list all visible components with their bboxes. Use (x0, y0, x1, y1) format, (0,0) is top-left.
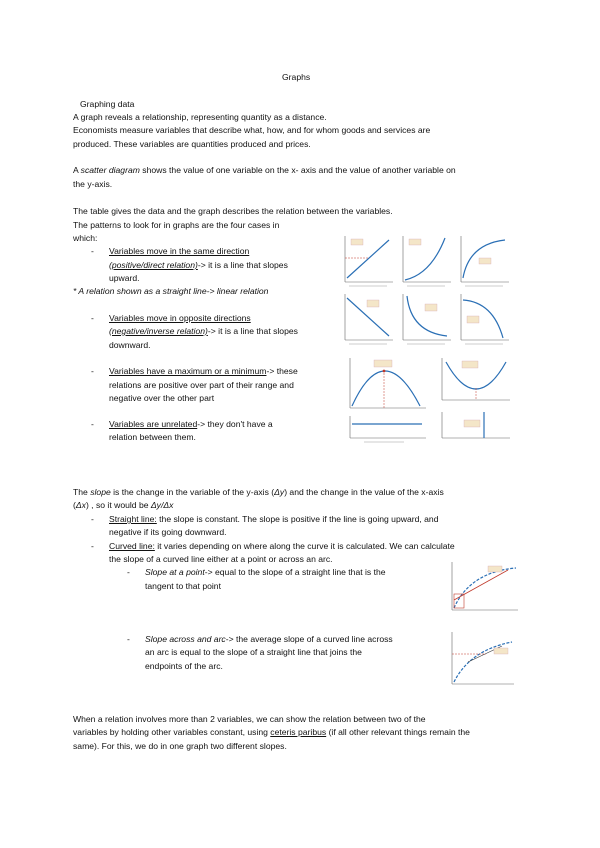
curved-line-rest: it varies depending on where along the curve it is calculated. We can calculate (154, 541, 455, 551)
bullet-dash: - (91, 313, 94, 323)
intro-line: Economists measure variables that describe what, how, and for whom goods and services are (73, 125, 431, 135)
table-text-line: The table gives the data and the graph describes the relation between the variables. (73, 206, 393, 216)
scatter-prefix: A (73, 165, 81, 175)
slope-term: slope (90, 487, 111, 497)
case-maxmin-rest: -> these (266, 366, 298, 376)
unrelated-vertical-graph (436, 410, 512, 444)
slope-arc-line2: an arc is equal to the slope of a straight line that joins the (145, 647, 362, 657)
table-text-line: The patterns to look for in graphs are the four cases in (73, 220, 280, 230)
straight-line-line1 (109, 514, 438, 525)
intro-line: A graph reveals a relationship, representing quantity as a distance. (73, 112, 327, 122)
straight-line-line2: negative if its going downward. (109, 527, 227, 537)
delta-y: Δy (274, 487, 285, 497)
slope-across-arc-graph (446, 630, 516, 688)
scatter-paragraph (73, 165, 456, 176)
bullet-dash: - (91, 514, 94, 524)
bullet-dash: - (91, 246, 94, 256)
section-heading: Graphing data (80, 99, 135, 109)
case-same-title: Variables move in the same direction (109, 246, 250, 256)
case-opposite-title: Variables move in opposite directions (109, 313, 251, 323)
slope-arc-line3: endpoints of the arc. (145, 661, 223, 671)
slope-text: ) , so it would be (85, 500, 151, 510)
slope-at-point-line1 (145, 567, 386, 578)
bullet-dash: - (127, 567, 130, 577)
curved-line-line1 (109, 541, 455, 552)
case-opposite-line3: downward. (109, 340, 151, 350)
scatter-line: the y-axis. (73, 179, 113, 189)
case-unrelated-line1 (109, 419, 273, 430)
positive-linear-graph (339, 234, 395, 289)
slope-at-point-title: Slope at a point (145, 567, 205, 577)
case-same-line2 (109, 260, 288, 271)
bullet-dash: - (91, 419, 94, 429)
scatter-rest: shows the value of one variable on the x- axis and the value of another variable on (139, 165, 456, 175)
slope-at-point-graph (448, 560, 520, 614)
bullet-dash: - (127, 634, 130, 644)
ceteris-paribus-term: ceteris paribus (270, 727, 327, 737)
straight-line-rest: the slope is constant. The slope is positive if the line is going upward, and (156, 514, 439, 524)
slope-at-point-rest: -> equal to the slope of a straight line that is the (204, 567, 386, 577)
negative-linear-graph (339, 292, 395, 347)
case-opposite-line2 (109, 326, 298, 337)
case-maxmin-line2: relations are positive over part of their range and (109, 380, 294, 390)
slope-arc-title: Slope across and arc (145, 634, 226, 644)
case-same-line3: upward. (109, 273, 140, 283)
closing-line2 (73, 727, 470, 738)
slope-formula: Δy/Δx (150, 500, 174, 510)
minimum-graph (436, 356, 512, 406)
case-maxmin-line1 (109, 366, 298, 377)
maximum-graph (344, 356, 428, 414)
slope-line1 (73, 487, 444, 498)
slope-at-point-line2: tangent to that point (145, 581, 221, 591)
case-maxmin-line3: negative over the other part (109, 393, 215, 403)
bullet-dash: - (91, 541, 94, 551)
slope-arc-line1 (145, 634, 393, 645)
negative-convex-graph (397, 292, 453, 347)
case-opposite-sub: (negative/inverse relation) (109, 326, 208, 336)
slope-text: The (73, 487, 91, 497)
slope-text: is the change in the variable of the y-axis ( (110, 487, 275, 497)
case-unrelated-rest: -> they don't have a (197, 419, 273, 429)
negative-concave-graph (455, 292, 511, 347)
slope-arc-rest: -> the average slope of a curved line across (225, 634, 393, 644)
table-text-line: which: (73, 233, 98, 243)
curved-line-title: Curved line: (109, 541, 155, 551)
case-same-sub: (positive/direct relation) (109, 260, 198, 270)
linear-note: * A relation shown as a straight line-> linear relation (73, 286, 269, 296)
case-unrelated-line2: relation between them. (109, 432, 196, 442)
case-opposite-rest: -> it is a line that slopes (207, 326, 298, 336)
scatter-term: scatter diagram (80, 165, 140, 175)
closing-line: When a relation involves more than 2 variables, we can show the relation between two of the (73, 714, 426, 724)
bullet-dash: - (91, 366, 94, 376)
closing-line: same). For this, we do in one graph two different slopes. (73, 741, 287, 751)
page-title: Graphs (282, 72, 311, 82)
case-same-rest: -> it is a line that slopes (197, 260, 288, 270)
case-unrelated-title: Variables are unrelated (109, 419, 198, 429)
intro-line: produced. These variables are quantities produced and prices. (73, 139, 311, 149)
unrelated-horizontal-graph (344, 414, 428, 444)
straight-line-title: Straight line: (109, 514, 157, 524)
delta-x: Δx (75, 500, 86, 510)
slope-text: ( (73, 500, 76, 510)
curved-line-line2: the slope of a curved line either at a point or across an arc. (109, 554, 333, 564)
slope-line2 (73, 500, 173, 511)
closing-text: (if all other relevant things remain the (326, 727, 470, 737)
slope-text: ) and the change in the value of the x-axis (284, 487, 444, 497)
positive-diminishing-graph (455, 234, 511, 289)
positive-increasing-graph (397, 234, 453, 289)
case-maxmin-title: Variables have a maximum or a minimum (109, 366, 267, 376)
closing-text: variables by holding other variables constant, using (73, 727, 271, 737)
